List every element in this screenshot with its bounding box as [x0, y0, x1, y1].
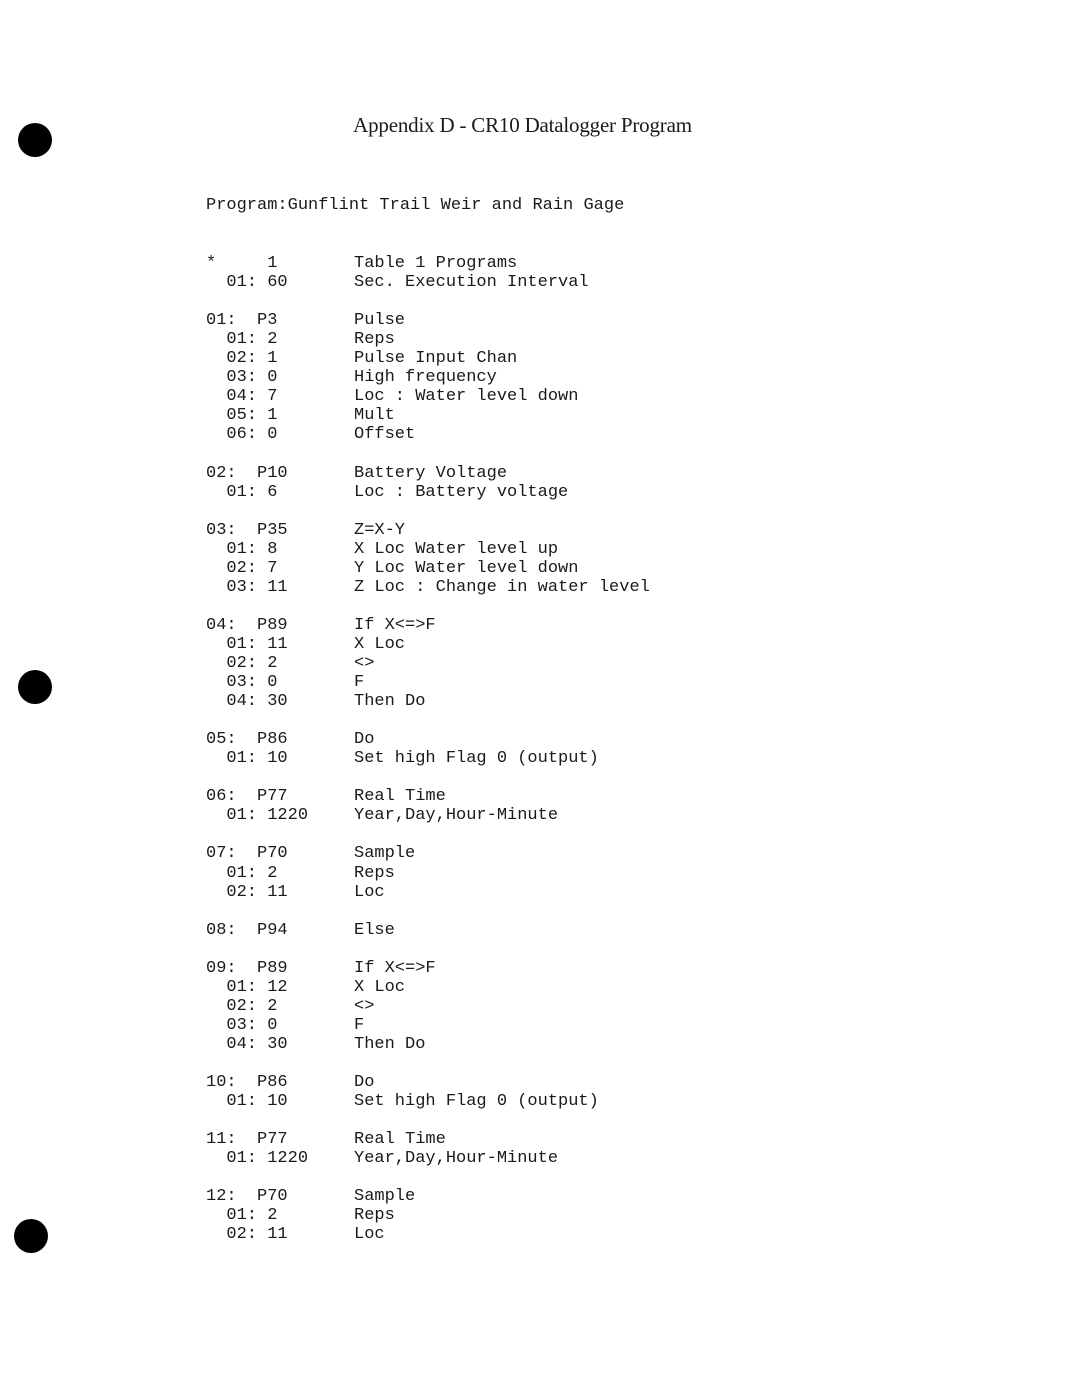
instruction-description: Z Loc : Change in water level	[354, 577, 650, 597]
instruction-block	[206, 521, 766, 597]
instruction-block	[206, 844, 766, 901]
instruction-code: 02: 2	[206, 996, 278, 1016]
listing-row	[206, 540, 766, 559]
listing-row	[206, 730, 766, 749]
instruction-code: 03: P35	[206, 520, 288, 540]
instruction-description: Pulse Input Chan	[354, 349, 518, 369]
instruction-description: Z=X-Y	[354, 520, 406, 540]
instruction-code: 01: 6	[206, 482, 278, 502]
instruction-description: Loc : Water level down	[354, 387, 579, 407]
instruction-block	[206, 959, 766, 1054]
block-spacer	[206, 825, 766, 844]
block-spacer	[206, 768, 766, 787]
listing-row	[206, 883, 766, 902]
instruction-description: Offset	[354, 425, 416, 445]
instruction-block	[206, 464, 766, 502]
listing-row	[206, 559, 766, 578]
instruction-description: Sec. Execution Interval	[354, 273, 589, 293]
instruction-code: 01: 60	[206, 273, 288, 293]
program-name: Program:Gunflint Trail Weir and Rain Gage	[206, 196, 625, 215]
instruction-description: Loc	[354, 882, 385, 902]
listing-row	[206, 921, 766, 940]
listing-row	[206, 273, 766, 292]
listing-row	[206, 1073, 766, 1092]
instruction-code: 03: 11	[206, 577, 288, 597]
instruction-description: <>	[354, 653, 375, 673]
instruction-code: 01: 2	[206, 863, 278, 883]
listing-row	[206, 1130, 766, 1149]
instruction-description: <>	[354, 996, 375, 1016]
listing-row	[206, 692, 766, 711]
instruction-description: X Loc Water level up	[354, 539, 559, 559]
instruction-block	[206, 311, 766, 444]
program-listing	[206, 254, 766, 1244]
listing-row	[206, 425, 766, 444]
instruction-description: If X<=>F	[354, 615, 436, 635]
listing-row	[206, 844, 766, 863]
block-spacer	[206, 1168, 766, 1187]
instruction-block	[206, 1130, 766, 1168]
instruction-code: 04: 30	[206, 1034, 288, 1054]
listing-row	[206, 1225, 766, 1244]
instruction-description: Year,Day,Hour-Minute	[354, 1149, 559, 1169]
instruction-description: Loc	[354, 1225, 385, 1245]
instruction-code: 01: 10	[206, 1092, 288, 1112]
listing-row	[206, 787, 766, 806]
listing-row	[206, 806, 766, 825]
block-spacer	[206, 1111, 766, 1130]
instruction-description: Year,Day,Hour-Minute	[354, 806, 559, 826]
instruction-description: Reps	[354, 330, 395, 350]
instruction-description: Reps	[354, 1206, 395, 1226]
listing-row	[206, 959, 766, 978]
instruction-block	[206, 616, 766, 711]
instruction-description: Sample	[354, 844, 416, 864]
block-spacer	[206, 597, 766, 616]
instruction-block	[206, 787, 766, 825]
listing-row	[206, 1206, 766, 1225]
instruction-description: If X<=>F	[354, 958, 436, 978]
instruction-code: 01: 12	[206, 977, 288, 997]
instruction-code: 10: P86	[206, 1073, 288, 1093]
instruction-description: Set high Flag 0 (output)	[354, 749, 599, 769]
instruction-code: 02: 1	[206, 349, 278, 369]
instruction-code: 01: 1220	[206, 1149, 309, 1169]
block-spacer	[206, 902, 766, 921]
instruction-description: High frequency	[354, 368, 497, 388]
instruction-code: 02: 11	[206, 882, 288, 902]
instruction-code: 04: 7	[206, 387, 278, 407]
listing-row	[206, 997, 766, 1016]
listing-row	[206, 1035, 766, 1054]
instruction-description: Sample	[354, 1187, 416, 1207]
instruction-code: 02: 2	[206, 653, 278, 673]
block-spacer	[206, 711, 766, 730]
block-spacer	[206, 940, 766, 959]
instruction-code: 03: 0	[206, 1015, 278, 1035]
instruction-description: Table 1 Programs	[354, 254, 518, 273]
instruction-code: 02: 7	[206, 558, 278, 578]
block-spacer	[206, 292, 766, 311]
instruction-code: 03: 0	[206, 673, 278, 693]
instruction-description: F	[354, 673, 365, 693]
listing-row	[206, 978, 766, 997]
instruction-code: 04: P89	[206, 615, 288, 635]
instruction-code: 08: P94	[206, 920, 288, 940]
instruction-code: 03: 0	[206, 368, 278, 388]
instruction-block	[206, 254, 766, 292]
instruction-block	[206, 1073, 766, 1111]
instruction-code: 04: 30	[206, 692, 288, 712]
instruction-code: 06: 0	[206, 425, 278, 445]
listing-row	[206, 464, 766, 483]
listing-row	[206, 349, 766, 368]
listing-row	[206, 521, 766, 540]
instruction-code: 05: P86	[206, 730, 288, 750]
listing-row	[206, 864, 766, 883]
instruction-description: Real Time	[354, 787, 446, 807]
instruction-code: 01: 10	[206, 749, 288, 769]
instruction-description: Y Loc Water level down	[354, 558, 579, 578]
instruction-code: 01: 11	[206, 634, 288, 654]
instruction-code: * 1	[206, 254, 278, 273]
instruction-description: Do	[354, 1073, 375, 1093]
instruction-description: Set high Flag 0 (output)	[354, 1092, 599, 1112]
instruction-block	[206, 921, 766, 940]
instruction-code: 11: P77	[206, 1130, 288, 1150]
listing-row	[206, 635, 766, 654]
block-spacer	[206, 1054, 766, 1073]
instruction-description: Then Do	[354, 1034, 426, 1054]
listing-row	[206, 654, 766, 673]
block-spacer	[206, 502, 766, 521]
listing-row	[206, 1016, 766, 1035]
instruction-code: 01: 1220	[206, 806, 309, 826]
instruction-code: 01: 2	[206, 330, 278, 350]
listing-row	[206, 483, 766, 502]
instruction-code: 02: P10	[206, 463, 288, 483]
instruction-code: 07: P70	[206, 844, 288, 864]
instruction-description: X Loc	[354, 634, 406, 654]
instruction-description: Then Do	[354, 692, 426, 712]
instruction-code: 01: 8	[206, 539, 278, 559]
binder-hole-bottom	[14, 1219, 48, 1253]
listing-row	[206, 749, 766, 768]
listing-row	[206, 254, 766, 273]
instruction-description: Mult	[354, 406, 395, 426]
instruction-description: Else	[354, 920, 395, 940]
instruction-block	[206, 730, 766, 768]
listing-row	[206, 330, 766, 349]
instruction-description: X Loc	[354, 977, 406, 997]
listing-row	[206, 1149, 766, 1168]
instruction-code: 12: P70	[206, 1187, 288, 1207]
instruction-code: 01: 2	[206, 1206, 278, 1226]
listing-row	[206, 578, 766, 597]
instruction-code: 01: P3	[206, 311, 278, 331]
instruction-code: 05: 1	[206, 406, 278, 426]
instruction-block	[206, 1187, 766, 1244]
listing-row	[206, 387, 766, 406]
instruction-description: Do	[354, 730, 375, 750]
listing-row	[206, 406, 766, 425]
listing-row	[206, 368, 766, 387]
listing-row	[206, 1187, 766, 1206]
instruction-description: Real Time	[354, 1130, 446, 1150]
block-spacer	[206, 444, 766, 463]
instruction-description: Reps	[354, 863, 395, 883]
instruction-description: Loc : Battery voltage	[354, 482, 569, 502]
instruction-code: 02: 11	[206, 1225, 288, 1245]
listing-row	[206, 311, 766, 330]
instruction-code: 06: P77	[206, 787, 288, 807]
binder-hole-middle	[18, 670, 52, 704]
listing-row	[206, 673, 766, 692]
listing-row	[206, 1092, 766, 1111]
instruction-description: F	[354, 1015, 365, 1035]
instruction-description: Pulse	[354, 311, 406, 331]
instruction-code: 09: P89	[206, 958, 288, 978]
page-title: Appendix D - CR10 Datalogger Program	[353, 113, 692, 137]
listing-row	[206, 616, 766, 635]
instruction-description: Battery Voltage	[354, 463, 508, 483]
